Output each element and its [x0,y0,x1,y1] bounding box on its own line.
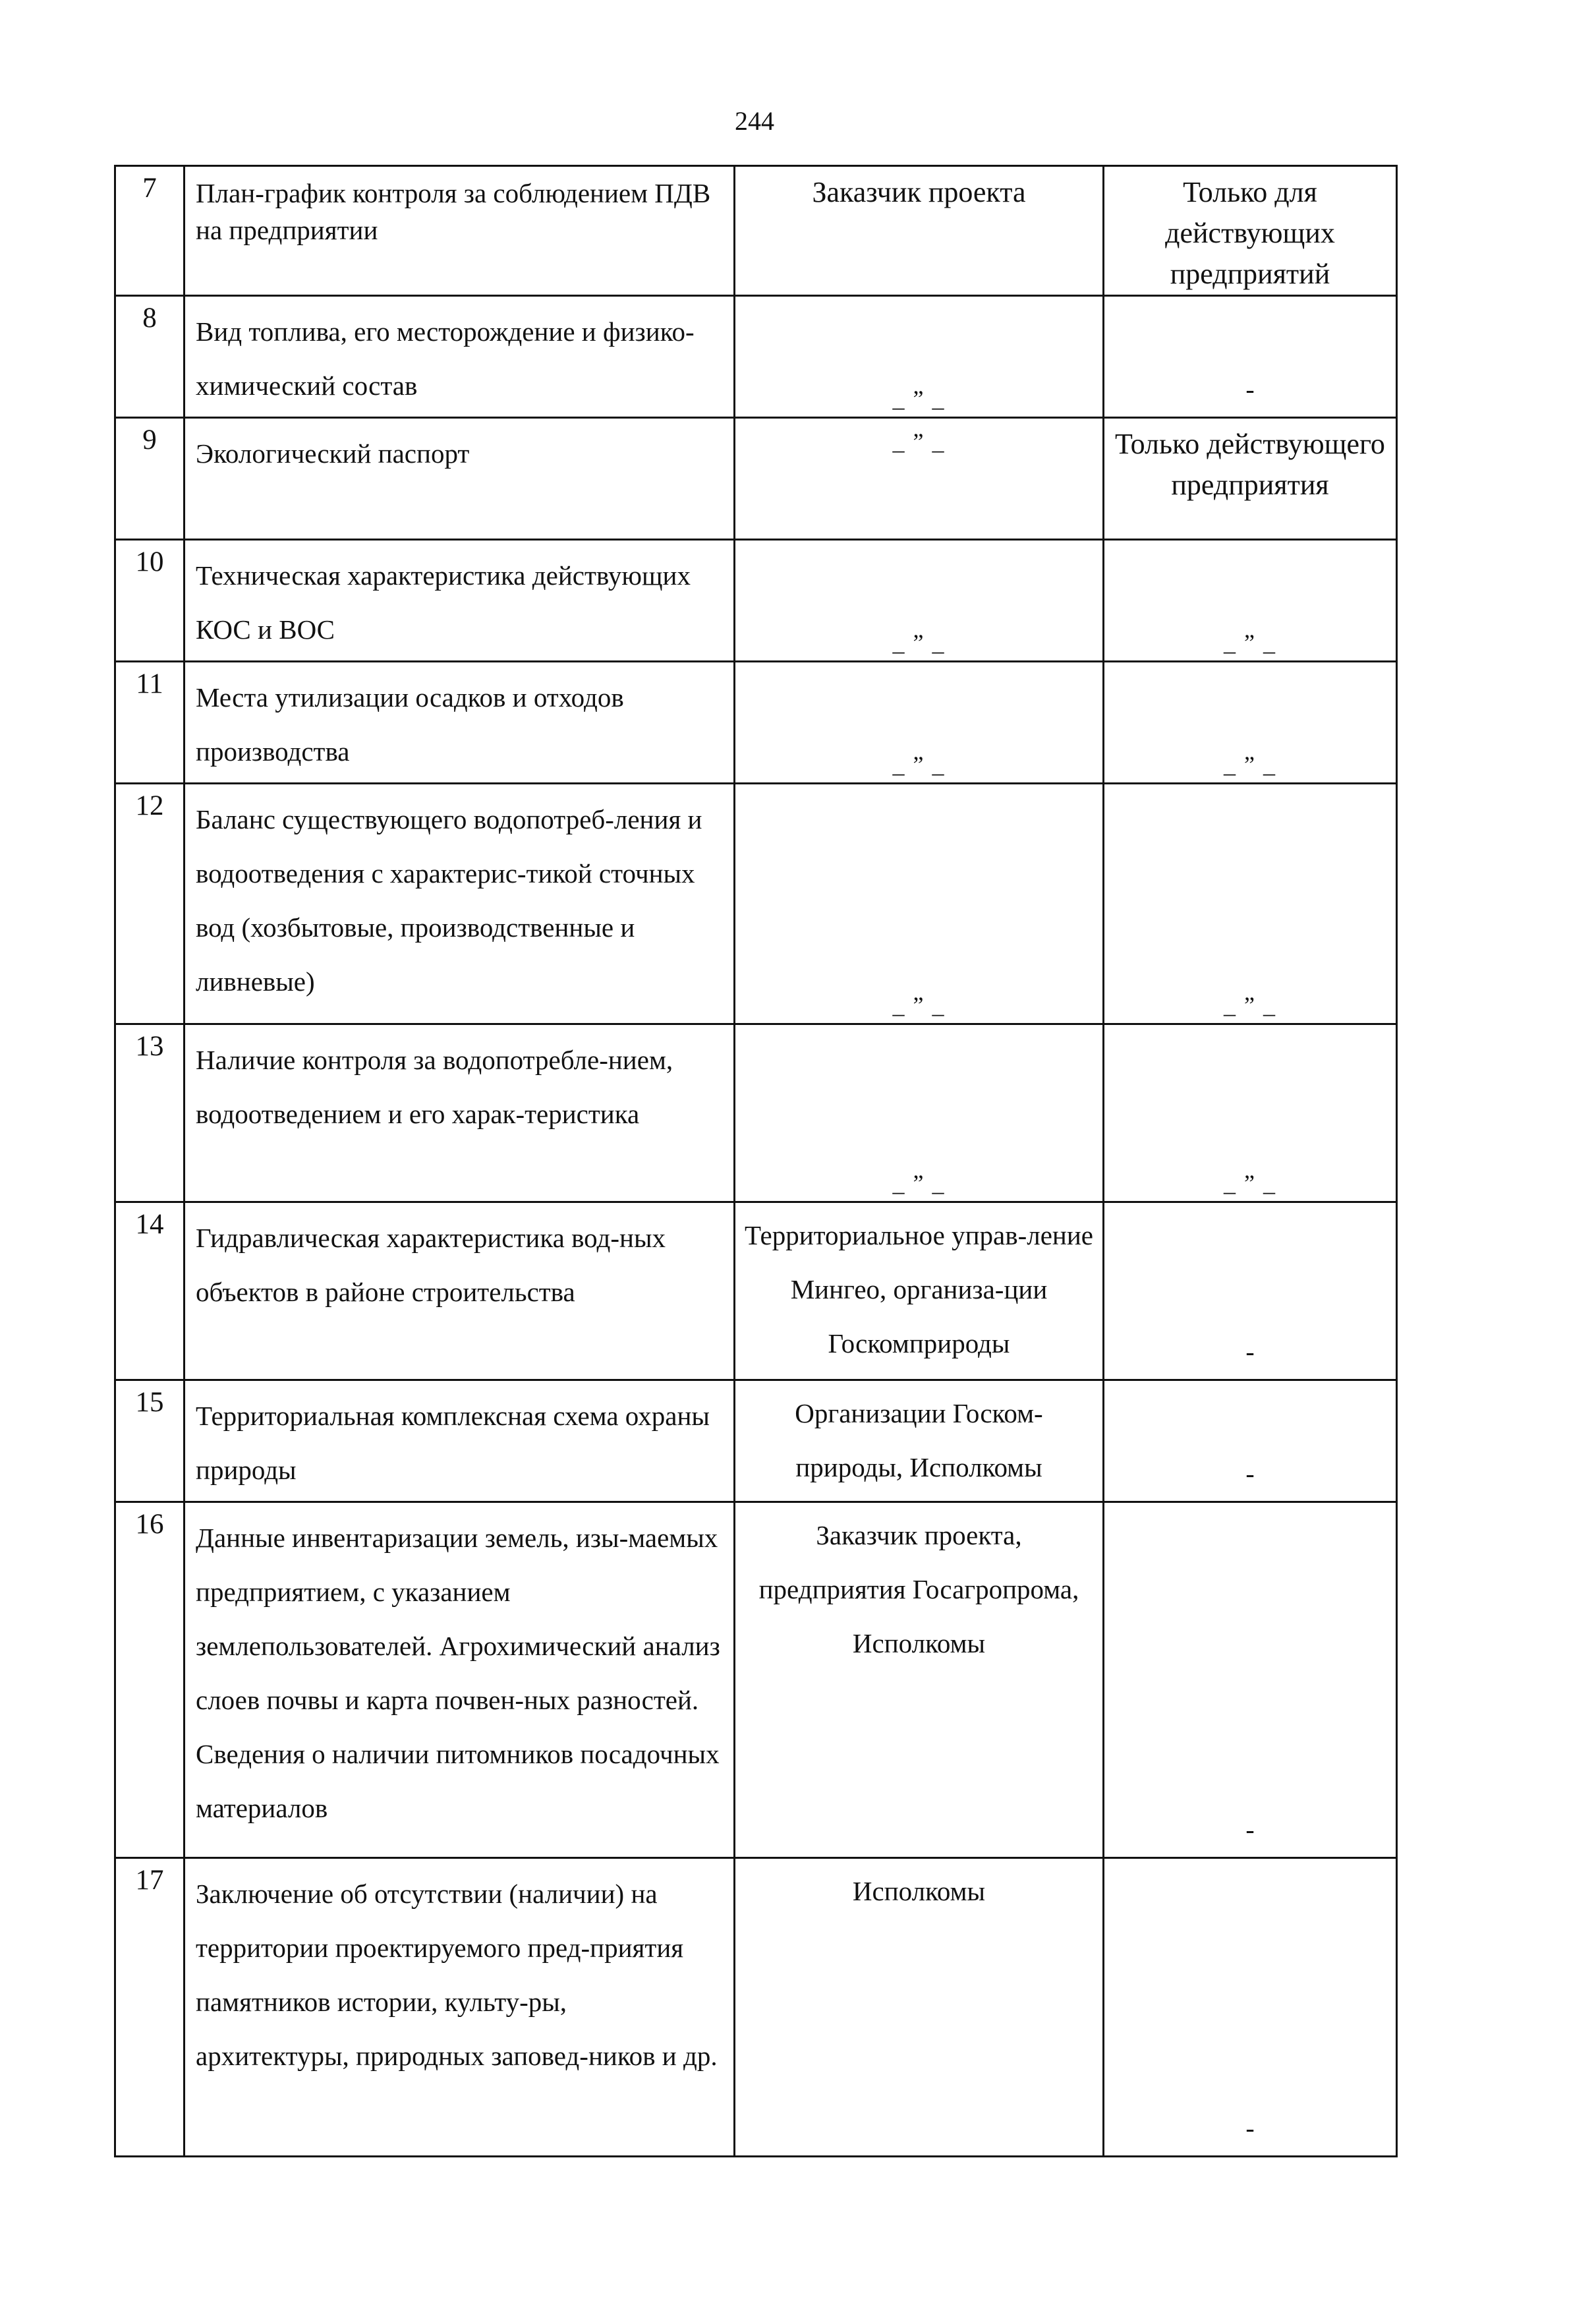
row-source: Территориальное управ-ление Мингео, организа-ции Госкомприроды [735,1202,1104,1380]
table-row [115,166,1397,296]
row-item-name: Данные инвентаризации земель, изы-маемых предприятием, с указанием землепользователей. Агрохимический анализ слоев почвы и карта почвен-ных разностей. Сведения о наличии питомников посадочных материалов [185,1502,735,1858]
table-row [115,1202,1397,1380]
row-number: 8 [115,296,185,418]
row-number: 13 [115,1024,185,1202]
row-item-name: Наличие контроля за водопотребле-нием, водоотведением и его харак-теристика [185,1024,735,1202]
row-item-name: Гидравлическая характеристика вод-ных объектов в районе строительства [185,1202,735,1380]
table-row [115,418,1397,540]
row-item-name: Места утилизации осадков и отходов производства [185,662,735,784]
row-note: _ ” _ [1104,662,1397,784]
row-note: - [1104,1502,1397,1858]
row-note: - [1104,1858,1397,2157]
table-row [115,296,1397,418]
row-number: 16 [115,1502,185,1858]
table-row [115,1858,1397,2157]
row-source: _ ” _ [735,418,1104,540]
row-source: _ ” _ [735,540,1104,662]
row-item-name: Баланс существующего водопотреб-ления и водоотведения с характерис-тикой сточных вод (хозбытовые, производственные и ливневые) [185,784,735,1024]
row-number: 12 [115,784,185,1024]
row-number: 17 [115,1858,185,2157]
row-note: - [1104,1380,1397,1502]
requirements-table [114,165,1398,2157]
row-note: _ ” _ [1104,784,1397,1024]
row-note: - [1104,296,1397,418]
row-source: _ ” _ [735,784,1104,1024]
table-row [115,662,1397,784]
row-source: _ ” _ [735,662,1104,784]
row-source: _ ” _ [735,296,1104,418]
row-item-name: Территориальная комплексная схема охраны природы [185,1380,735,1502]
row-item-name: Экологический паспорт [185,418,735,540]
row-number: 10 [115,540,185,662]
table-row [115,1502,1397,1858]
table-row [115,1380,1397,1502]
table-row [115,1024,1397,1202]
row-note: - [1104,1202,1397,1380]
page-number: 244 [735,106,774,136]
row-note: _ ” _ [1104,540,1397,662]
row-item-name: Заключение об отсутствии (наличии) на территории проектируемого пред-приятия памятников истории, культу-ры, архитектуры, природных заповед-ников и др. [185,1858,735,2157]
row-number: 15 [115,1380,185,1502]
row-item-name: Техническая характеристика действующих КОС и ВОС [185,540,735,662]
row-note: Только для действующих предприятий [1104,166,1397,296]
row-number: 14 [115,1202,185,1380]
row-source: Организации Госком-природы, Исполкомы [735,1380,1104,1502]
row-note: Только действующего предприятия [1104,418,1397,540]
row-item-name: Вид топлива, его месторождение и физико-химический состав [185,296,735,418]
row-source: _ ” _ [735,1024,1104,1202]
row-source: Заказчик проекта, предприятия Госагропрома, Исполкомы [735,1502,1104,1858]
row-note: _ ” _ [1104,1024,1397,1202]
table-row [115,540,1397,662]
row-source: Исполкомы [735,1858,1104,2157]
row-source: Заказчик проекта [735,166,1104,296]
table-row [115,784,1397,1024]
row-item-name: План-график контроля за соблюдением ПДВ на предприятии [185,166,735,296]
row-number: 9 [115,418,185,540]
row-number: 11 [115,662,185,784]
row-number: 7 [115,166,185,296]
